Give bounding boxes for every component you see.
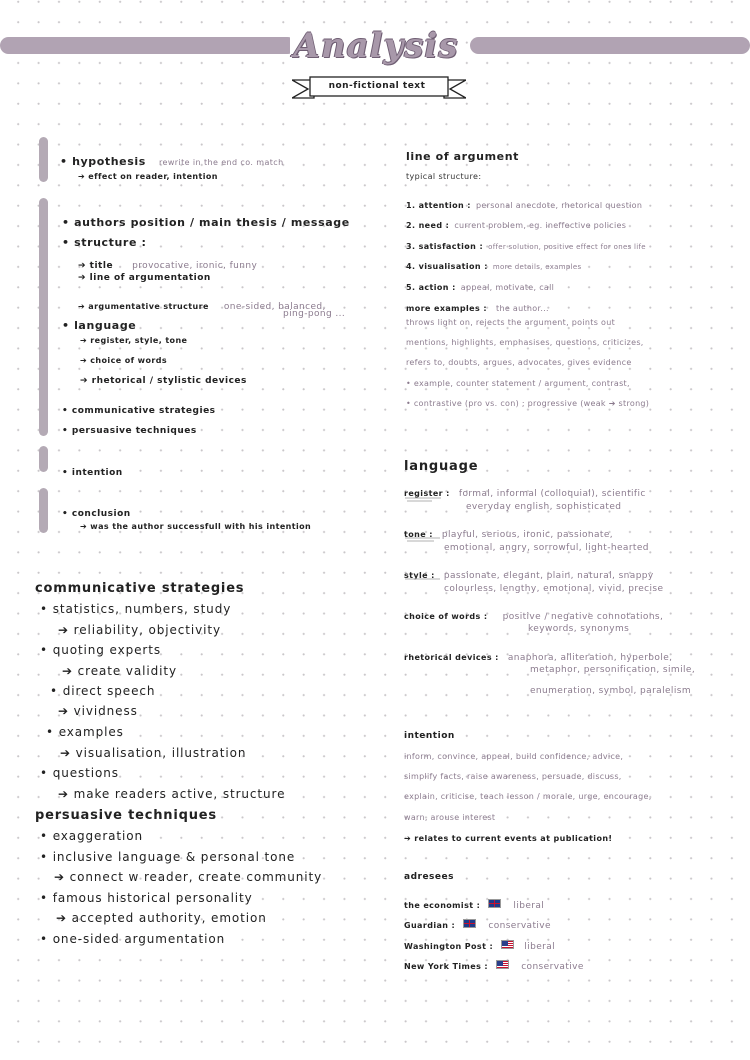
us-flag-icon [496, 960, 509, 969]
adresee-nyt: New York Times : conservative [404, 962, 584, 972]
us-flag-icon [501, 940, 514, 949]
scribble-2 [404, 536, 444, 544]
uk-flag-icon [463, 919, 476, 928]
comm-line-2: ➔ reliability, objectivity [58, 623, 221, 637]
hypothesis-sub: ➔ effect on reader, intention [78, 172, 218, 181]
register-2: everyday english, sophisticated [466, 502, 622, 512]
structure-arg: ➔ argumentative structure one-sided, balanced, [78, 302, 326, 312]
step-2: 2. need : current problem, eg. ineffective policies [406, 221, 627, 230]
vbar-3 [39, 446, 48, 472]
intention-line-3: explain, criticise, teach lesson / morale, urge, encourage, [404, 792, 652, 801]
language: • language [62, 319, 137, 332]
arg-line-2: mentions, highlights, emphasises, questions, criticizes, [406, 338, 644, 347]
language-item-3: ➔ rhetorical / stylistic devices [80, 376, 247, 386]
choice-2: keywords, synonyms [528, 624, 630, 634]
intention-line-2: simplify facts, raise awareness, persuade, discuss, [404, 772, 622, 781]
comm-strategies: • communicative strategies [62, 406, 216, 416]
structure-title: ➔ title provocative, ironic, funny [78, 261, 258, 271]
pers-line-6: • one-sided argumentation [40, 932, 226, 946]
authors-position: • authors position / main thesis / message [62, 216, 350, 229]
structure-line: ➔ line of argumentation [78, 273, 211, 283]
vbar-2 [39, 198, 48, 436]
arg-line-1: throws light on, rejects the argument, points out [406, 318, 616, 327]
subtitle: non-fictional text [328, 81, 426, 91]
page-title: Analysis [293, 26, 459, 66]
arg-line-5: • contrastive (pro vs. con) ; progressive (weak ➔ strong) [406, 399, 650, 408]
adresee-guardian: Guardian : conservative [404, 921, 551, 931]
comm-line-7: • examples [46, 725, 124, 739]
pers-line-4: • famous historical personality [40, 891, 253, 905]
arg-line-3: refers to, doubts, argues, advocates, gives evidence [406, 358, 632, 367]
intention-line-1: inform, convince, appeal, build confidence, advice, [404, 752, 624, 761]
comm-line-9: • questions [40, 766, 119, 780]
language-title: language [404, 459, 479, 474]
comm-line-3: • quoting experts [40, 643, 161, 657]
structure: • structure : [62, 236, 147, 249]
choice-of-words: choice of words : positive / negative connotations, [404, 612, 664, 622]
more-examples: more examples : the author... [406, 304, 549, 313]
pers-line-2: • inclusive language & personal tone [40, 850, 296, 864]
comm-line-10: ➔ make readers active, structure [58, 787, 286, 801]
register: register : formal, informal (colloquial), scientific [404, 489, 646, 499]
header-bar-left [0, 37, 296, 54]
tone: tone : playful, serious, ironic, passionate, [404, 530, 614, 540]
pers-line-5: ➔ accepted authority, emotion [56, 911, 267, 925]
comm-line-6: ➔ vividness [58, 704, 138, 718]
arg-line-4: • example, counter statement / argument, contrast, [406, 379, 630, 388]
rhet-2: metaphor, personification, simile, [530, 665, 696, 675]
conclusion: • conclusion [62, 509, 131, 519]
title-box [290, 24, 462, 68]
intention-line-4: warn, arouse interest [404, 813, 496, 822]
intention: • intention [62, 468, 123, 478]
step-4: 4. visualisation : more details, examples [406, 262, 582, 271]
structure-arg-2: ping-pong ... [283, 309, 346, 319]
rhetorical-devices: rhetorical devices : anaphora, alliteration, hyperbole, [404, 653, 673, 663]
language-item-1: ➔ register, style, tone [80, 336, 188, 345]
typical-structure: typical structure: [406, 172, 482, 181]
hypothesis: • hypothesis rewrite in the end co. match [60, 155, 284, 168]
line-of-argument-title: line of argument [406, 150, 519, 163]
pers-section-title: persuasive techniques [35, 808, 217, 823]
adresees-title: adresees [404, 872, 454, 882]
adresee-economist: the economist : liberal [404, 901, 545, 911]
step-1: 1. attention : personal anecdote, rhetorical question [406, 201, 643, 210]
comm-line-4: ➔ create validity [62, 664, 177, 678]
comm-line-5: • direct speech [50, 684, 156, 698]
style-2: colourless, lengthy, emotional, vivid, precise [444, 584, 664, 594]
scribble-3 [404, 576, 444, 584]
pers-line-3: ➔ connect w reader, create community [54, 870, 323, 884]
step-3: 3. satisfaction : offer solution, positive effect for ones life [406, 242, 646, 251]
rhet-3: enumeration, symbol, paralelism [530, 686, 691, 696]
comm-section-title: communicative strategies [35, 581, 245, 596]
vbar-1 [39, 137, 48, 182]
pers-techniques: • persuasive techniques [62, 426, 197, 436]
style: style : passionate, elegant, plain, natural, snappy [404, 571, 654, 581]
comm-line-1: • statistics, numbers, study [40, 602, 232, 616]
scribble-1 [404, 495, 444, 503]
intention-title: intention [404, 731, 455, 741]
step-5: 5. action : appeal, motivate, call [406, 283, 555, 292]
comm-line-8: ➔ visualisation, illustration [60, 746, 247, 760]
tone-2: emotional, angry, sorrowful, light-hearted [444, 543, 649, 553]
adresee-washington-post: Washington Post : liberal [404, 942, 556, 952]
language-item-2: ➔ choice of words [80, 356, 167, 365]
header-bar-right [470, 37, 750, 54]
uk-flag-icon [488, 899, 501, 908]
pers-line-1: • exaggeration [40, 829, 144, 843]
conclusion-sub: ➔ was the author successfull with his intention [80, 522, 312, 531]
intention-relates: ➔ relates to current events at publication! [404, 834, 613, 843]
vbar-4 [39, 488, 48, 533]
